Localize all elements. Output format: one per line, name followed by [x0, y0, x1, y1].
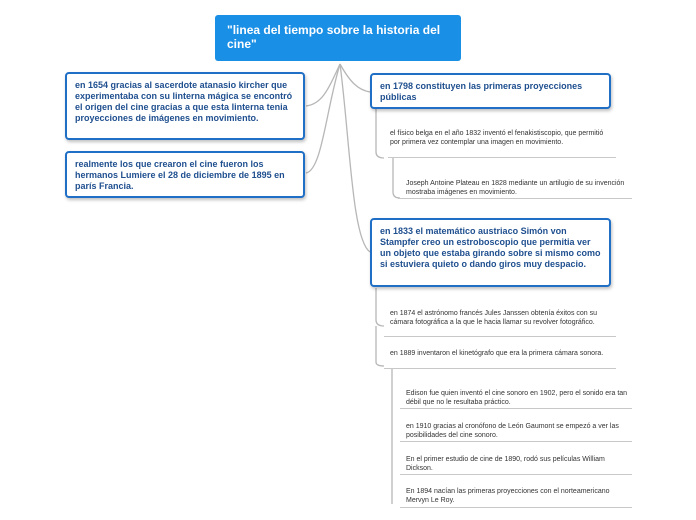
- leaf-underline: [400, 507, 632, 508]
- leaf-underline: [384, 336, 616, 337]
- leaf-text: el físico belga en el año 1832 inventó el fenakistiscopio, que permitió por primera vez contemplar una imagen en movimiento.: [390, 130, 604, 146]
- left-node-lumiere[interactable]: [65, 151, 305, 198]
- leaf-kinetografo[interactable]: [390, 349, 615, 358]
- leaf-text: En el primer estudio de cine de 1890, rodó sus películas William Dickson.: [406, 456, 605, 472]
- leaf-text: en 1910 gracias al cronófono de León Gaumont se empezó a ver las posibilidades del cine sonoro.: [406, 423, 619, 439]
- leaf-text: Joseph Antoine Plateau en 1828 mediante un artilugio de su invención mostraba imágenes en movimiento.: [406, 180, 625, 196]
- branch-node-stampfer[interactable]: [370, 218, 611, 287]
- left-node-text: en 1654 gracias al sacerdote atanasio kircher que experimentaba con su linterna mágica se encontró el origen del cine gracias a que esta linterna tenia proyecciones de imágenes en movimiento.: [75, 80, 293, 123]
- leaf-janssen[interactable]: [390, 309, 615, 327]
- leaf-underline: [400, 474, 632, 475]
- leaf-text: Edison fue quien inventó el cine sonoro en 1902, pero el sonido era tan débil que no le resultaba práctico.: [406, 390, 628, 406]
- leaf-underline: [400, 441, 632, 442]
- branch-node-1798[interactable]: [370, 73, 611, 109]
- leaf-leroy[interactable]: [406, 487, 630, 505]
- left-node-text: realmente los que crearon el cine fueron los hermanos Lumiere el 28 de diciembre de 1895 en parís Francia.: [75, 159, 285, 191]
- leaf-dickson[interactable]: [406, 455, 630, 473]
- leaf-underline: [384, 368, 616, 369]
- leaf-gaumont[interactable]: [406, 422, 630, 440]
- leaf-text: en 1889 inventaron el kinetógrafo que era la primera cámara sonora.: [390, 350, 604, 357]
- branch-title: en 1833 el matemático austriaco Simón von Stampfer creo un estroboscopio que permitia ver un objeto que estaba girando sobre si mismo como si estuviera quieto o dando giros muy despacio.: [380, 226, 601, 269]
- leaf-fenakistiscopio[interactable]: [390, 129, 615, 147]
- leaf-plateau[interactable]: [406, 179, 630, 197]
- left-node-kircher[interactable]: [65, 72, 305, 140]
- root-topic[interactable]: [215, 15, 461, 61]
- leaf-underline: [398, 198, 632, 199]
- leaf-underline: [388, 157, 616, 158]
- leaf-text: en 1874 el astrónomo francés Jules Janssen obtenía éxitos con su cámara fotográfica a la que le hacia llamar su revolver fotográfico.: [390, 310, 598, 326]
- root-title: "linea del tiempo sobre la historia del cine": [227, 23, 441, 51]
- leaf-edison[interactable]: [406, 389, 630, 407]
- branch-title: en 1798 constituyen las primeras proyecciones públicas: [380, 81, 583, 102]
- leaf-underline: [400, 408, 632, 409]
- leaf-text: En 1894 nacían las primeras proyecciones con el norteamericano Mervyn Le Roy.: [406, 488, 610, 504]
